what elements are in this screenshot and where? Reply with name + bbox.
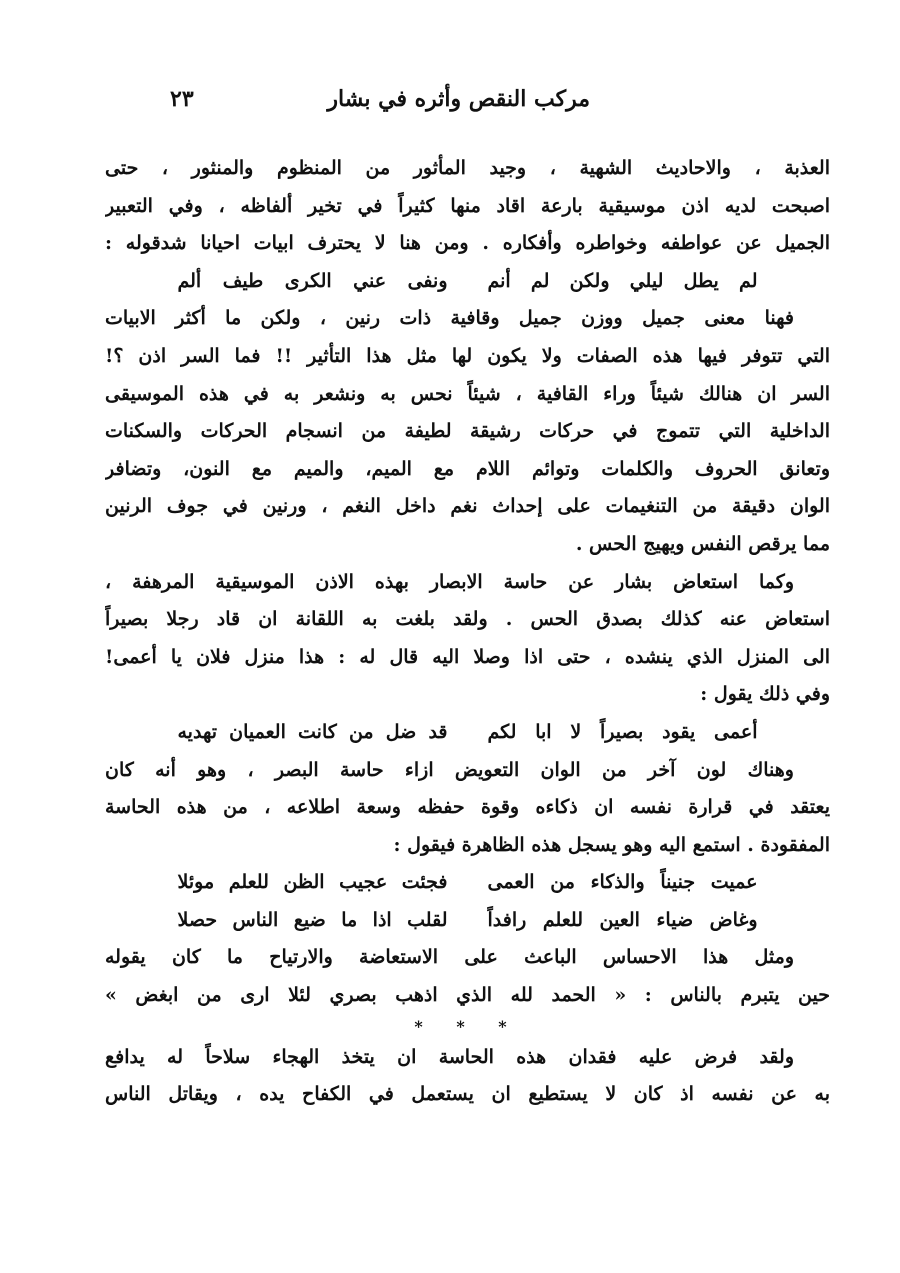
text-line: العذبة ، والاحاديث الشهية ، وجيد المأثور من المنظوم والمنثور ، حتى xyxy=(105,157,830,179)
verse-line xyxy=(105,864,830,902)
verse-first-hemistich: لم يطل ليلي ولكن لم أنم xyxy=(487,269,758,292)
verse-second-hemistich: ونفى عني الكرى طيف ألم xyxy=(177,269,448,292)
text-line: به عن نفسه اذ كان لا يستطيع ان يستعمل في الكفاح يده ، ويقاتل الناس xyxy=(105,1083,830,1106)
verse-line xyxy=(105,263,830,301)
verse-second-hemistich: قد ضل من كانت العميان تهديه xyxy=(177,720,448,743)
text-line: يعتقد في قرارة نفسه ان ذكاءه وقوة حفظه وسعة اطلاعه ، من هذه الحاسة xyxy=(105,796,830,819)
page-body xyxy=(105,150,830,1114)
text-line: الجميل عن عواطفه وخواطره وأفكاره . ومن هنا لا يحترف ابيات احيانا شدقوله : xyxy=(105,232,830,255)
text-line: ولقد فرض عليه فقدان هذه الحاسة ان يتخذ الهجاء سلاحاً له يدافع xyxy=(105,1045,794,1068)
text-line: الى المنزل الذي ينشده ، حتى اذا وصلا اليه قال له : هذا منزل فلان يا أعمى! xyxy=(105,645,830,668)
verse-first-hemistich: أعمى يقود بصيراً لا ابا لكم xyxy=(487,720,758,743)
text-line: وهناك لون آخر من الوان التعويض ازاء حاسة البصر ، وهو أنه كان xyxy=(105,758,794,781)
verse-second-hemistich: فجئت عجيب الظن للعلم موئلا xyxy=(177,871,448,894)
text-line: وكما استعاض بشار عن حاسة الابصار بهذه الاذن الموسيقية المرهفة ، xyxy=(105,570,794,593)
verse-first-hemistich: عميت جنيناً والذكاء من العمى xyxy=(487,871,758,894)
text-line: وفي ذلك يقول : xyxy=(700,683,830,706)
text-line: حين يتبرم بالناس : « الحمد لله الذي اذهب بصري لئلا ارى من ابغض » xyxy=(105,984,830,1007)
text-line: الوان دقيقة من التنغيمات على إحداث نغم داخل النغم ، ورنين في جوف الرنين xyxy=(105,495,830,518)
page-number: ٢٣ xyxy=(170,86,194,112)
text-line: المفقودة . استمع اليه وهو يسجل هذه الظاهرة فيقول : xyxy=(393,833,830,856)
running-title: مركب النقص وأثره في بشار xyxy=(327,86,590,112)
page-header xyxy=(170,86,590,120)
text-line: ومثل هذا الاحساس الباعث على الاستعاضة والارتياح ما كان يقوله xyxy=(105,946,794,969)
text-line: وتعانق الحروف والكلمات وتوائم اللام مع الميم، والميم مع النون، وتضافر xyxy=(105,457,830,480)
text-line: اصبحت لديه اذن موسيقية بارعة اقاد منها كثيراً في تخير ألفاظه ، وفي التعبير xyxy=(105,194,830,217)
text-line: فهنا معنى جميل ووزن جميل وقافية ذات رنين ، ولكن ما أكثر الابيات xyxy=(105,307,794,330)
text-line: السر ان هنالك شيئاً وراء القافية ، شيئاً نحس به ونشعر به في هذه الموسيقى xyxy=(105,382,830,405)
verse-second-hemistich: لقلب اذا ما ضيع الناس حصلا xyxy=(177,908,448,931)
text-line: استعاض عنه كذلك بصدق الحس . ولقد بلغت به اللقانة ان قاد رجلا بصيراً xyxy=(105,608,830,631)
text-line: مما يرقص النفس ويهيج الحس . xyxy=(575,532,830,555)
verse-line xyxy=(105,902,830,940)
text-line: الداخلية التي تتموج في حركات رشيقة لطيفة من انسجام الحركات والسكنات xyxy=(105,420,830,443)
text-line: التي تتوفر فيها هذه الصفات ولا يكون لها مثل هذا التأثير !! فما السر اذن ؟! xyxy=(105,344,830,367)
section-separator: * * * xyxy=(414,1016,521,1036)
verse-line xyxy=(105,714,830,752)
verse-first-hemistich: وغاض ضياء العين للعلم رافداً xyxy=(487,908,758,931)
